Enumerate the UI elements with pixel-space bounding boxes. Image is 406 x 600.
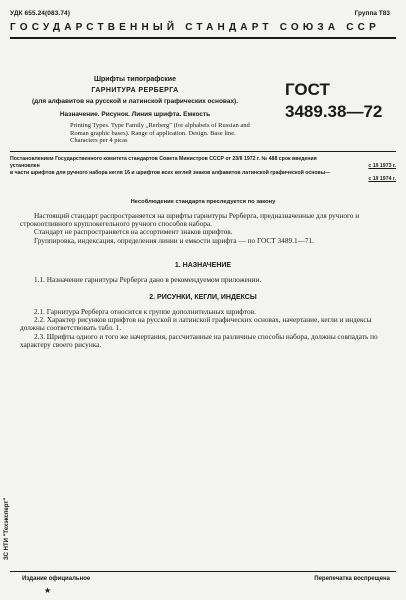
enforcement-notice: Несоблюдение стандарта преследуется по закону — [130, 199, 276, 205]
decree-line-3: в части шрифтов для ручного набора кегля 16 и шрифтов всех кеглей знаков алфавитов латинской графической основы— — [10, 169, 331, 176]
state-standard-banner: ГОСУДАРСТВЕННЫЙ СТАНДАРТ СОЮЗА ССР — [10, 22, 380, 33]
gost-designation — [285, 80, 395, 122]
decree-line-1: Постановлением Государственного комитета стандартов Совета Министров СССР от 23/II 1972 г. № 488 срок введения — [10, 156, 317, 162]
intro-paragraph-2: Стандарт не распространяется на ассортимент знаков шрифтов. — [34, 227, 233, 237]
intro-paragraph-1: Настоящий стандарт распространяется на шрифты гарнитуры Рерберга, предназначенные для ручного и строкоотливного круплокегельного ручного способов набора. — [20, 211, 360, 229]
official-edition-label: Издание официальное — [22, 576, 91, 582]
header-rule — [10, 37, 396, 39]
title-block — [10, 74, 260, 121]
decree-line-2-left: установлен — [10, 162, 40, 169]
title-english: Printing Types. Type Family „Rerberg" (for alphabets of Russian and Roman graphic bases). Range of application. Design. Base line. Characters per 4 picas — [70, 122, 250, 144]
decree-top-rule — [10, 151, 396, 152]
section-1-text — [20, 276, 396, 284]
section-2-heading: 2. РИСУНКИ, КЕГЛИ, ИНДЕКСЫ — [149, 294, 257, 301]
section-1-paragraph-1: 1.1. Назначение гарнитуры Рерберга дано в рекомендуемом приложении. — [34, 275, 262, 284]
group-code: Группа Т83 — [354, 10, 390, 17]
footer-rule — [10, 571, 396, 572]
title-line-2: ГАРНИТУРА РЕРБЕРГА — [91, 87, 179, 94]
section-2-paragraph-2: 2.2. Характер рисунков шрифтов на русской и латинской графических основах, начертание, кегли и индексы должны соответствовать табл. 1. — [20, 315, 372, 333]
section-2-paragraph-1: 2.1. Гарнитура Рерберга относится к группе дополнительных шрифтов. — [34, 307, 256, 316]
title-line-4: Назначение. Рисунок. Линия шрифта. Емкость — [59, 111, 211, 118]
gost-label: ГОСТ — [285, 80, 330, 99]
intro-paragraph-3: Группировка, индексация, определения линии и емкости шрифта — по ГОСТ 3489.1—71. — [34, 235, 315, 245]
decree-line-4 — [10, 176, 396, 183]
gost-number: 3489.38—72 — [285, 102, 383, 121]
side-stamp — [4, 430, 16, 560]
section-2-text — [20, 308, 396, 349]
section-2-paragraph-3: 2.3. Шрифты одного и того же начертания, рассчитанные на различные способы набора, должны совпадать по характеру своего рисунка. — [20, 331, 378, 349]
title-line-3: (для алфавитов на русской и латинской графических основах). — [31, 98, 239, 105]
reprint-prohibited-label: Перепечатка воспрещена — [314, 576, 390, 582]
udk-code: УДК 655.24(083.74) — [10, 10, 71, 17]
decree-line-2 — [10, 163, 396, 170]
decree-block — [10, 156, 396, 183]
star-mark: ★ — [44, 586, 52, 595]
decree-line-2-right: с 1/I 1973 г. — [368, 162, 396, 169]
intro-text — [20, 212, 396, 245]
side-stamp-text: ЗС НТИ "Техэксперт" — [4, 497, 10, 560]
decree-line-4-right: с 1/I 1974 г. — [368, 176, 396, 183]
section-1-heading: 1. НАЗНАЧЕНИЕ — [174, 262, 232, 269]
title-line-1: Шрифты типографские — [93, 76, 177, 83]
